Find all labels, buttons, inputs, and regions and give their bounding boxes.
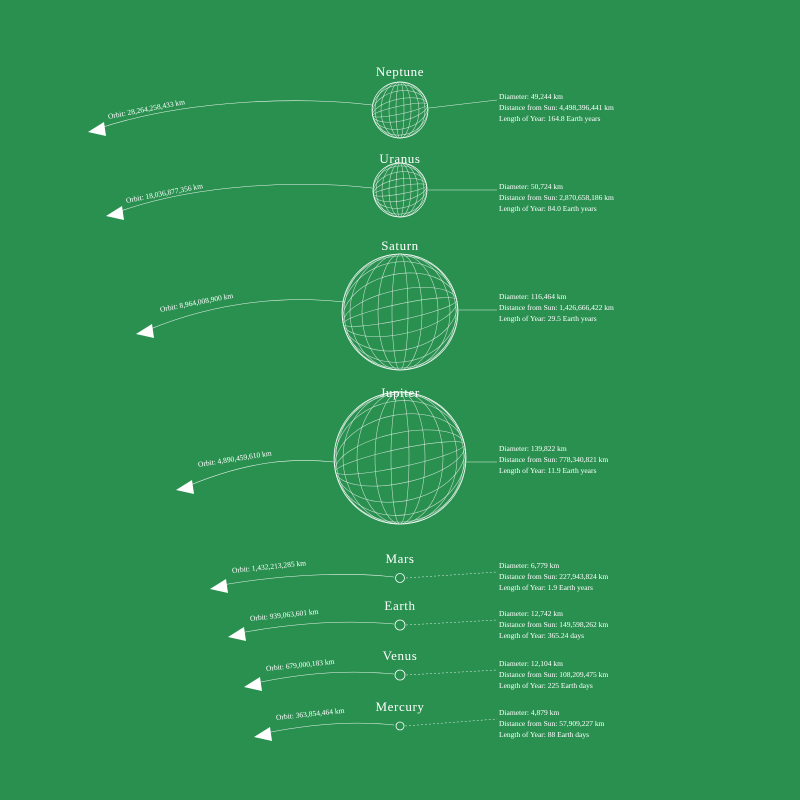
planet-facts-saturn xyxy=(499,292,614,325)
fact-diameter: Diameter: 12,742 km xyxy=(499,609,563,618)
planet-name-uranus: Uranus xyxy=(379,151,421,166)
fact-year: Length of Year: 11.9 Earth years xyxy=(499,465,597,475)
fact-year: Length of Year: 365.24 days xyxy=(499,630,584,640)
orbit-label-saturn: Orbit: 8,964,008,900 km xyxy=(159,290,234,314)
mars-globe xyxy=(396,574,405,583)
fact-diameter: Diameter: 49,244 km xyxy=(499,92,563,101)
fact-diameter: Diameter: 50,724 km xyxy=(499,182,563,191)
fact-diameter: Diameter: 116,464 km xyxy=(499,292,567,301)
planet-name-jupiter: Jupiter xyxy=(380,385,420,400)
planet-facts-mars xyxy=(499,561,608,594)
fact-year: Length of Year: 88 Earth days xyxy=(499,729,589,739)
saturn-globe xyxy=(332,245,469,379)
fact-distance: Distance from Sun: 778,340,821 km xyxy=(499,454,609,464)
fact-year: Length of Year: 29.5 Earth years xyxy=(499,313,597,323)
uranus-globe xyxy=(369,162,431,219)
planet-name-earth: Earth xyxy=(384,598,416,613)
orbit-label-mercury: Orbit: 363,854,464 km xyxy=(275,705,345,722)
orbit-label-venus: Orbit: 679,000,183 km xyxy=(265,656,335,673)
jupiter-globe xyxy=(322,382,478,535)
planet-facts-mercury xyxy=(499,708,604,741)
fact-year: Length of Year: 1.9 Earth years xyxy=(499,582,593,592)
fact-distance: Distance from Sun: 1,426,666,422 km xyxy=(499,302,614,312)
planet-name-mars: Mars xyxy=(385,551,415,566)
venus-globe xyxy=(395,670,405,680)
fact-distance: Distance from Sun: 2,870,658,186 km xyxy=(499,192,614,202)
fact-distance: Distance from Sun: 4,498,396,441 km xyxy=(499,102,614,112)
orbit-label-uranus: Orbit: 18,036,877,356 km xyxy=(125,181,204,205)
fact-year: Length of Year: 225 Earth days xyxy=(499,680,593,690)
planet-facts-earth xyxy=(499,609,608,642)
fact-distance: Distance from Sun: 227,943,824 km xyxy=(499,571,609,581)
mercury-globe xyxy=(396,722,404,730)
planet-name-mercury: Mercury xyxy=(375,699,425,714)
orbit-label-mars: Orbit: 1,432,213,285 km xyxy=(231,558,307,575)
fact-diameter: Diameter: 139,822 km xyxy=(499,444,567,453)
planet-facts-jupiter xyxy=(499,444,608,477)
orbit-label-jupiter: Orbit: 4,890,459,610 km xyxy=(197,448,273,469)
fact-diameter: Diameter: 4,879 km xyxy=(499,708,560,717)
planet-facts-venus xyxy=(499,659,608,692)
planet-name-venus: Venus xyxy=(382,648,418,663)
fact-diameter: Diameter: 6,779 km xyxy=(499,561,560,570)
neptune-globe xyxy=(367,80,432,141)
earth-globe xyxy=(395,620,405,630)
fact-year: Length of Year: 84.0 Earth years xyxy=(499,203,597,213)
fact-distance: Distance from Sun: 57,909,227 km xyxy=(499,718,605,728)
planet-name-saturn: Saturn xyxy=(381,238,419,253)
planet-name-neptune: Neptune xyxy=(375,64,425,79)
fact-distance: Distance from Sun: 108,209,475 km xyxy=(499,669,609,679)
fact-year: Length of Year: 164.8 Earth years xyxy=(499,113,601,123)
fact-diameter: Diameter: 12,104 km xyxy=(499,659,563,668)
fact-distance: Distance from Sun: 149,598,262 km xyxy=(499,619,609,629)
planet-facts-uranus xyxy=(499,182,614,215)
planet-facts-neptune xyxy=(499,92,614,125)
orbit-label-neptune: Orbit: 28,264,258,433 km xyxy=(107,97,186,121)
orbit-label-earth: Orbit: 939,063,601 km xyxy=(249,606,319,623)
